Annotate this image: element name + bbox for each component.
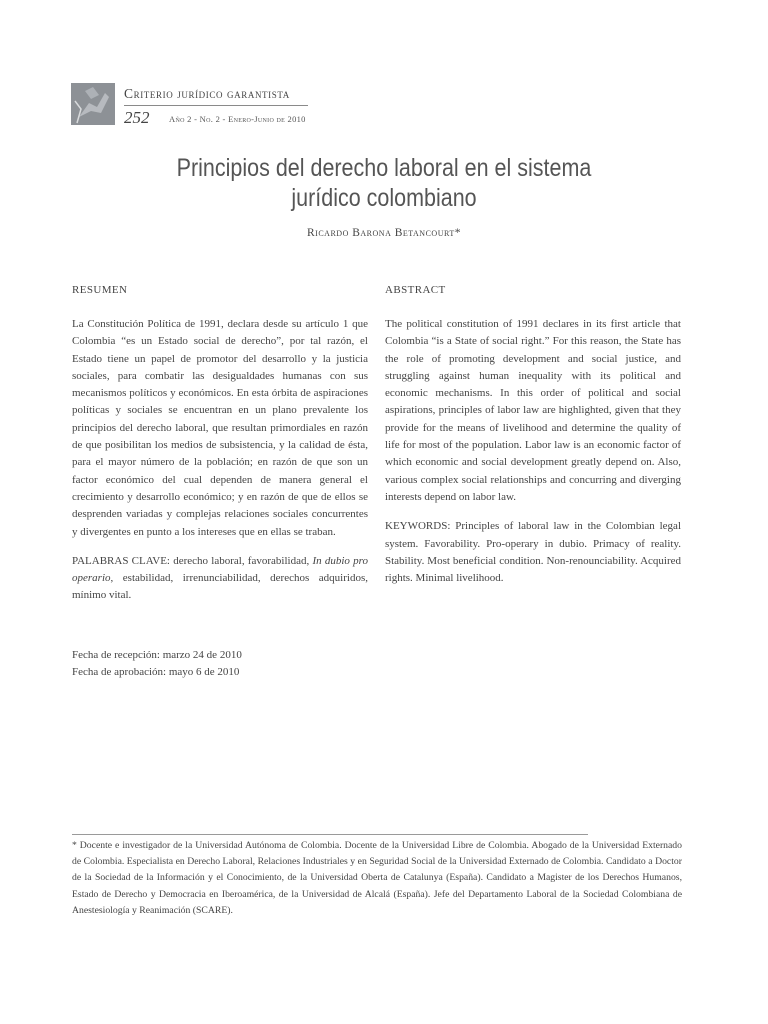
approved-date: Fecha de aprobación: mayo 6 de 2010: [72, 666, 240, 678]
keywords-text-end: , estabilidad, irrenunciabilidad, derechos adquiridos, mínimo vital.: [72, 572, 368, 602]
author-footnote: * Docente e investigador de la Universidad Autónoma de Colombia. Docente de la Universidad Libre de Colombia. Abogado de la Universidad Externado de Colombia. Especialista en Derecho Laboral, Relaciones Industriales y en Seguridad Social de la Universidad Externado de Colombia. Candidato a Doctor de la Sociedad de la Información y el Conocimiento, de la Universidad Oberta de Catalunya (España). Candidato a Magister de los Derechos Humanos, Estado de Derecho y Democracia en Iberoamérica, de la Universidad de Alcalá (España). Jefe del Departamento Laboral de la Sociedad Colombiana de Anestesiología y Reanimación (SCARE).: [72, 840, 682, 916]
resumen-heading: RESUMEN: [72, 284, 128, 296]
received-date: Fecha de recepción: marzo 24 de 2010: [72, 649, 242, 661]
journal-name: Criterio jurídico garantista: [124, 86, 290, 101]
journal-logo: [71, 83, 115, 125]
resumen-body: La Constitución Política de 1991, declara desde su artículo 1 que Colombia “es un Estado social de derecho”, por tal razón, el Estado tiene un papel de promotor del desarrollo y la justicia sociales, para combatir las desigualdades humanas con sus mecanismos políticos y económicos. En esta órbita de aspiraciones políticas y sociales se encuentran en un plano prevalente los principios del derecho laboral, que resultan primordiales en razón de que posibilitan los medios de subsistencia, y la calidad de ésta, para el mayor número de la población; en razón de que son un factor económico del cual dependen de manera general el crecimiento y desarrollo económico; y en razón de que de ellos se desprenden variadas y complejas relaciones sociales concurrentes y divergentes en punto a los intereses que en ellas se traban.: [72, 318, 368, 538]
article-dates: [72, 647, 242, 681]
header-divider: [124, 105, 308, 106]
keywords-label: PALABRAS CLAVE:: [72, 554, 170, 567]
resumen-keywords: [72, 553, 368, 605]
keywords-label-en: KEYWORDS:: [385, 520, 451, 533]
resumen-column: [72, 316, 368, 617]
page-number: 252: [124, 108, 150, 127]
article-author: Ricardo Barona Betancourt*: [307, 227, 461, 239]
footnote-divider: [72, 834, 588, 835]
keywords-text-en: Principles of laboral law in the Colombian legal system. Favorability. Pro-operary in dubio. Primacy of reality. Stability. Most beneficial condition. Non-renounciability. Acquired rights. Minimal livelihood.: [385, 520, 681, 585]
article-title: Principios del derecho laboral en el sistema jurídico colombiano: [176, 154, 592, 212]
abstract-body: The political constitution of 1991 declares in its first article that Colombia “is a State of social right.” For this reason, the State has the role of promoting development and social justice, and struggling against human inequality with its political and economic mechanisms. In this order of political and social aspirations, principles of labor law are highlighted, given that they provide for the means of livelihood and determine the quality of life for most of the population. Labor law is an economic factor of which economic and social development greatly depend on. Also, various complex social relationships and concurring and diverging interests depend on labor law.: [385, 318, 681, 503]
keywords-text: derecho laboral, favorabilidad,: [170, 554, 313, 567]
abstract-keywords: [385, 518, 681, 587]
abstract-heading: ABSTRACT: [385, 284, 446, 296]
issue-info: Año 2 - No. 2 - Enero-Junio de 2010: [169, 114, 306, 124]
abstract-column: [385, 316, 681, 599]
keywords-italic: In dubio pro operario: [72, 554, 368, 585]
